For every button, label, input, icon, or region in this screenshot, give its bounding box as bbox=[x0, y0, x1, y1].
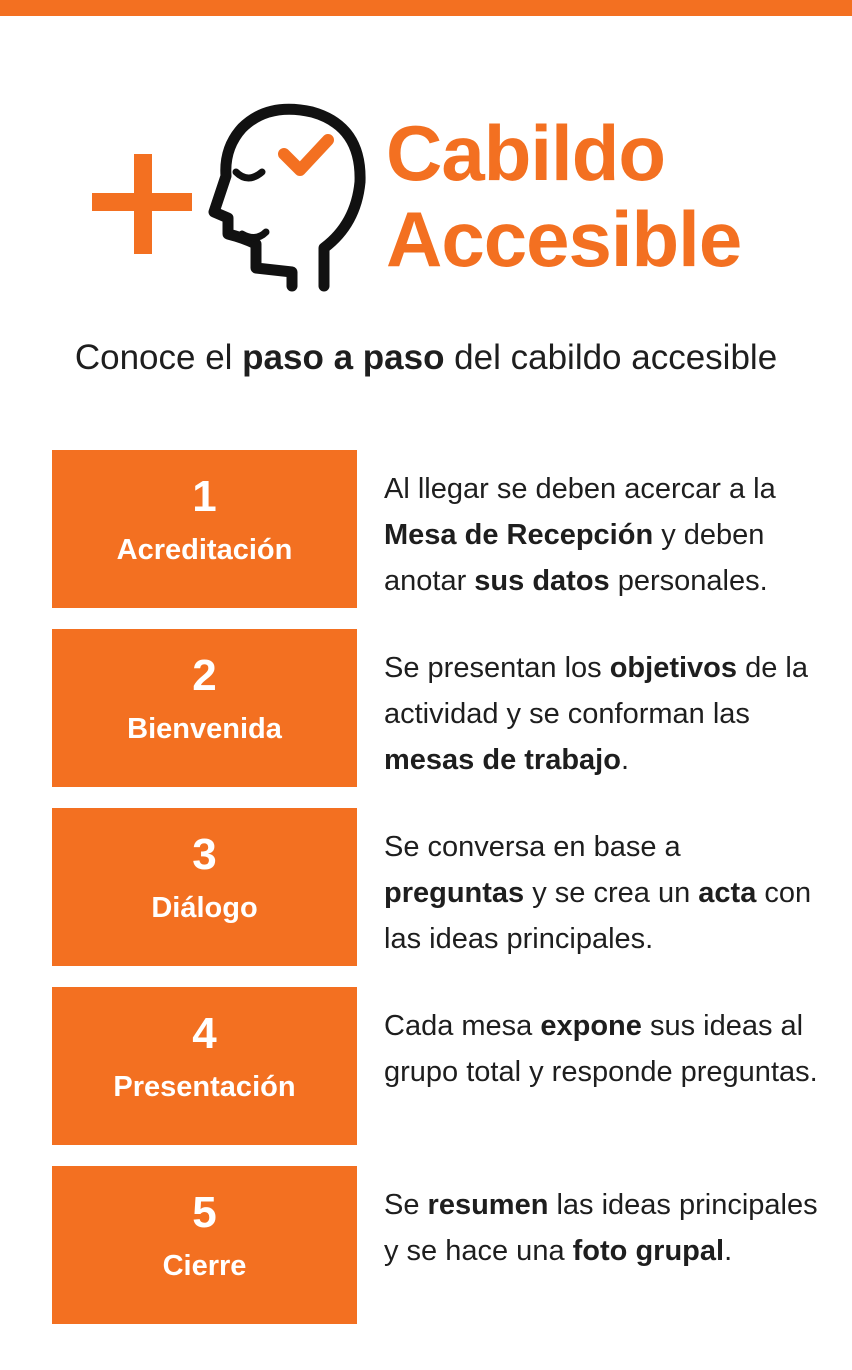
step-1 bbox=[52, 450, 832, 608]
step-description bbox=[384, 1003, 824, 1095]
step-name: Cierre bbox=[162, 1250, 247, 1282]
step-name: Bienvenida bbox=[127, 713, 282, 745]
step-2 bbox=[52, 629, 832, 787]
plus-icon bbox=[92, 154, 192, 254]
step-name: Presentación bbox=[113, 1071, 296, 1103]
head-check-icon bbox=[208, 96, 388, 296]
step-description-text: de la actividad y se conforman las bbox=[384, 652, 808, 730]
step-description bbox=[384, 824, 824, 962]
step-description-text: y deben anotar bbox=[384, 519, 765, 597]
step-description-text: personales. bbox=[609, 565, 768, 597]
step-number: 3 bbox=[192, 830, 217, 879]
header bbox=[0, 0, 852, 330]
step-number: 4 bbox=[192, 1009, 217, 1058]
step-description-text: . bbox=[620, 744, 630, 776]
step-description-bold: resumen bbox=[427, 1189, 549, 1221]
step-box bbox=[52, 629, 357, 787]
step-description-text: . bbox=[724, 1235, 733, 1267]
step-description-text: sus ideas al grupo total y responde preguntas. bbox=[384, 1010, 818, 1088]
subtitle-after: del cabildo accesible bbox=[444, 338, 778, 377]
step-description-text: con las ideas principales. bbox=[384, 877, 812, 955]
step-description bbox=[384, 466, 824, 604]
step-description-text: Cada mesa bbox=[384, 1010, 541, 1042]
brand-title bbox=[386, 110, 741, 282]
brand-title-line1: Cabildo bbox=[386, 109, 665, 197]
step-number: 1 bbox=[192, 472, 217, 521]
step-description-bold: Mesa de Recepción bbox=[384, 519, 654, 551]
step-number: 2 bbox=[192, 651, 217, 700]
step-description-bold: expone bbox=[540, 1010, 642, 1042]
step-description-bold: mesas de trabajo bbox=[384, 744, 621, 776]
step-description bbox=[384, 1182, 824, 1274]
step-description-bold: objetivos bbox=[609, 652, 738, 684]
step-description-text: Se presentan los bbox=[384, 652, 610, 684]
step-description-bold: foto grupal bbox=[572, 1235, 725, 1267]
step-description-text: Al llegar se deben acercar a la bbox=[384, 473, 776, 505]
step-number: 5 bbox=[192, 1188, 217, 1237]
step-box bbox=[52, 450, 357, 608]
step-description-text: Se conversa en base a bbox=[384, 831, 681, 863]
step-name: Acreditación bbox=[116, 534, 293, 566]
step-description-text: y se crea un bbox=[524, 877, 699, 909]
brand-title-line2: Accesible bbox=[386, 195, 742, 283]
subtitle bbox=[0, 334, 852, 382]
step-box bbox=[52, 808, 357, 966]
step-description-bold: acta bbox=[698, 877, 757, 909]
step-box bbox=[52, 1166, 357, 1324]
subtitle-bold: paso a paso bbox=[242, 338, 445, 377]
step-description-text: las ideas principales y se hace una bbox=[384, 1189, 818, 1267]
step-description-bold: preguntas bbox=[384, 877, 525, 909]
step-3 bbox=[52, 808, 832, 966]
step-box bbox=[52, 987, 357, 1145]
step-description-text: Se bbox=[384, 1189, 428, 1221]
subtitle-before: Conoce el bbox=[74, 338, 243, 377]
step-name: Diálogo bbox=[151, 892, 258, 924]
step-4 bbox=[52, 987, 832, 1145]
step-5 bbox=[52, 1166, 832, 1324]
step-description-bold: sus datos bbox=[474, 565, 610, 597]
step-description bbox=[384, 645, 824, 783]
